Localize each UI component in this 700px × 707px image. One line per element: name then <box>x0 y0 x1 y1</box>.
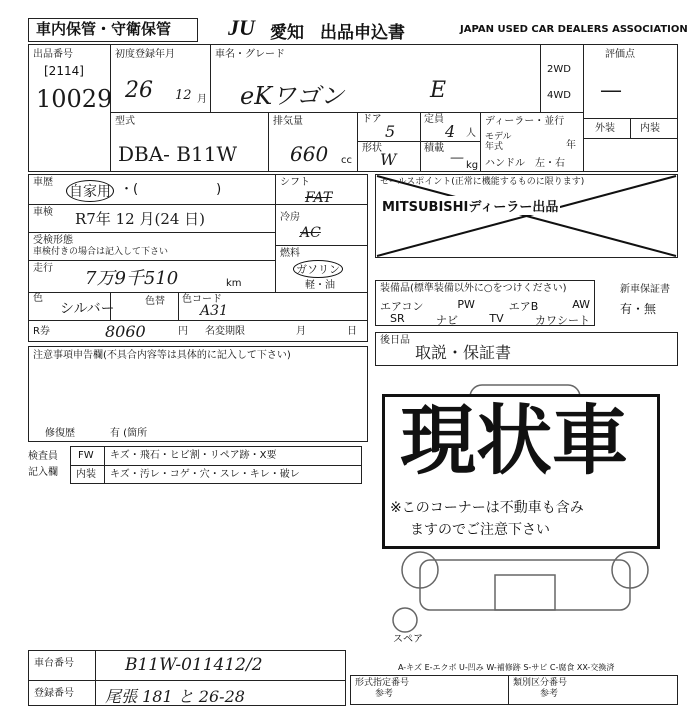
fw-label: FW <box>78 450 94 461</box>
door-label: ドア <box>362 114 382 125</box>
yen-label: 円 <box>178 326 188 337</box>
shape-value: W <box>380 150 397 169</box>
inspection-label: 車検 <box>33 207 53 218</box>
damage-legend: A-キズ E-エクボ U-凹み W-補修跡 S-サビ C-腐食 XX-交換済 <box>398 663 615 672</box>
mitsubishi-stamp: MITSUBISHIディーラー出品 <box>380 196 560 215</box>
entry-label: 記入欄 <box>28 467 58 478</box>
org-name: JAPAN USED CAR DEALERS ASSOCIATION <box>460 24 688 35</box>
reg-no-label: 登録番号 <box>34 688 74 699</box>
chassis-label: 車台番号 <box>34 658 74 669</box>
eq-tv: TV <box>489 312 504 325</box>
first-reg-month: 12 <box>175 88 192 103</box>
color-swap-label: 色替 <box>145 296 165 307</box>
lot-no-label: 出品番号 <box>33 49 73 60</box>
eq-aircon: エアコン <box>380 300 424 313</box>
fuel-label: 燃料 <box>280 248 300 259</box>
spare-label: スペア <box>393 634 423 645</box>
remarks-label: 注意事項申告欄(不具合内容等は具体的に記入して下さい) <box>33 350 291 361</box>
car-name-value: eKワゴン <box>240 82 345 110</box>
displacement-value: 660 <box>290 142 329 166</box>
eq-navi: ナビ <box>436 314 458 327</box>
aircon-value: AC <box>300 225 321 241</box>
month-label: 月 <box>296 326 306 337</box>
aircon-label: 冷房 <box>280 212 300 223</box>
load-label: 積載 <box>424 143 444 154</box>
color-label: 色 <box>33 293 43 304</box>
interior-items: キズ・汚レ・コゲ・穴・スレ・キレ・破レ <box>110 469 300 480</box>
wd4-label: 4WD <box>547 90 571 101</box>
history-label: 車歴 <box>33 177 53 188</box>
eq-sr: SR <box>390 312 405 325</box>
sales-point-label: セールスポイント(正常に機能するものに限ります) <box>380 177 585 187</box>
status-stamp-text: 現状車 <box>400 396 628 485</box>
model-year-label: モデル <box>485 132 512 142</box>
first-reg-label: 初度登録年月 <box>115 49 175 60</box>
color-code-value: A31 <box>200 303 228 319</box>
accept-form-label: 受検形態 <box>33 235 73 246</box>
dealer-label: ディーラー・並行 <box>485 116 565 127</box>
capacity-unit: 人 <box>466 128 476 139</box>
history-value: 自家用 <box>66 180 114 202</box>
car-name-label: 車名・グレード <box>215 49 285 60</box>
day-label: 日 <box>347 326 357 337</box>
post-doc-value: 取説・保証書 <box>415 343 512 362</box>
accept-form-note: 車検付きの場合は記入して下さい <box>33 247 169 257</box>
model-label: 型式 <box>115 116 135 127</box>
form-title: 出品申込書 <box>320 23 405 43</box>
interior-row-label: 内装 <box>76 469 96 480</box>
color-code-label: 色コード <box>182 294 222 305</box>
handle-label: ハンドル 左・右 <box>485 158 565 169</box>
fw-items: キズ・飛石・ヒビ割・リペア跡・X要 <box>110 450 277 461</box>
load-value: — <box>450 150 464 166</box>
shift-label: シフト <box>280 177 310 188</box>
stamp-note-2: ますのでご注意下さい <box>410 522 550 538</box>
storage-label: 車内保管・守衛保管 <box>36 20 172 38</box>
reg-no-value: 尾張 181 と 26-28 <box>105 687 245 706</box>
form-cert-label: 形式指定番号 <box>355 678 410 688</box>
displacement-label: 排気量 <box>273 116 303 127</box>
r-ticket-value: 8060 <box>105 322 146 341</box>
mileage-label: 走行 <box>33 263 53 274</box>
eq-airbag: エアB <box>508 300 539 313</box>
wd2-label: 2WD <box>547 64 571 75</box>
post-doc-label: 後日品 <box>380 335 410 346</box>
ref1-label: 参考 <box>375 689 394 699</box>
fuel-value: ガソリン <box>293 260 343 278</box>
warranty-label: 新車保証書 <box>620 284 670 295</box>
lot-box-value: [2114] <box>44 64 84 78</box>
capacity-label: 定員 <box>424 114 444 125</box>
eq-bottom-row <box>390 312 590 328</box>
year-unit-label: 年 <box>566 140 576 151</box>
first-reg-month-unit: 月 <box>197 94 207 105</box>
inspector-label: 検査員 <box>28 451 58 462</box>
exterior-label: 外装 <box>595 123 615 134</box>
mileage-value: 7万9千510 <box>85 268 179 289</box>
door-value: 5 <box>385 122 396 141</box>
equipment-label: 装備品(標準装備以外に○をつけください) <box>380 283 567 294</box>
grade-value: E <box>430 78 447 103</box>
shape-label: 形状 <box>362 143 382 154</box>
model-value: DBA- B11W <box>118 142 237 166</box>
first-reg-year: 26 <box>125 78 153 103</box>
interior-label: 内装 <box>640 123 660 134</box>
stamp-note-1: ※このコーナーは不動車も含み <box>390 500 584 516</box>
lot-no-value: 10029 <box>36 85 113 113</box>
chassis-value: B11W-011412/2 <box>125 655 263 675</box>
km-label: km <box>226 278 242 289</box>
nen-shiki-label: 年式 <box>485 142 504 152</box>
warranty-yesno: 有・無 <box>620 302 657 316</box>
rating-value: — <box>600 78 622 103</box>
eq-seat: カワシート <box>534 314 590 327</box>
kg-label: kg <box>466 160 479 171</box>
r-ticket-label: R券 <box>33 326 50 337</box>
repair-label: 修復歴 <box>45 428 75 439</box>
rating-label: 評価点 <box>605 49 635 60</box>
repair-value: 有 (箇所 <box>110 428 148 439</box>
color-value: シルバー <box>60 301 115 317</box>
cc-label: cc <box>341 155 352 166</box>
ref2-label: 参考 <box>540 689 559 699</box>
class-no-label: 類別区分番号 <box>513 678 568 688</box>
history-options: ・( ) <box>120 182 222 197</box>
fuel2-label: 軽・油 <box>305 280 335 291</box>
logo-area: 愛知 <box>270 23 304 43</box>
inspection-value: R7年 12 月(24 日) <box>75 210 206 228</box>
eq-aw: AW <box>572 298 590 311</box>
eq-pw: PW <box>457 298 475 311</box>
logo-mark: JU <box>228 15 255 40</box>
name-change-label: 名変期限 <box>205 326 245 337</box>
shift-value: FAT <box>305 190 333 206</box>
capacity-value: 4 <box>445 122 456 141</box>
